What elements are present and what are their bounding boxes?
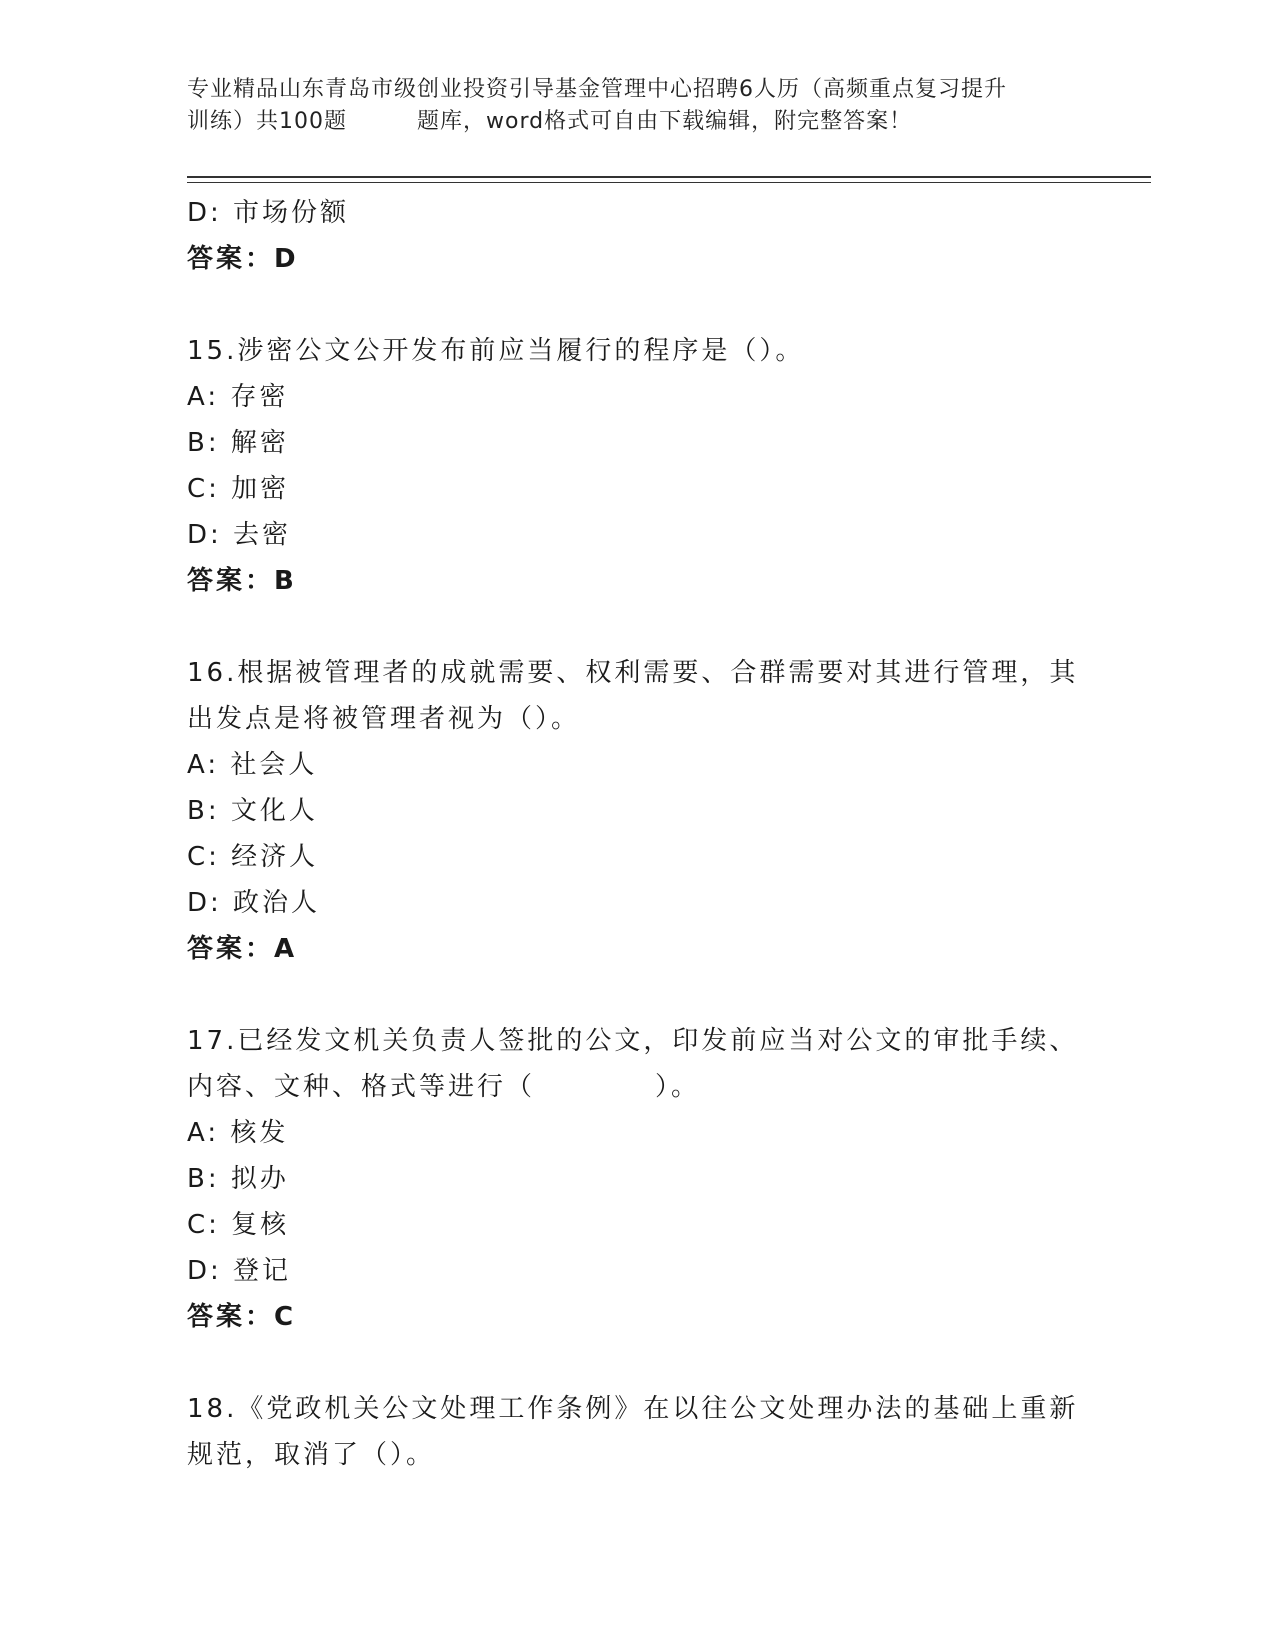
q16-option-c: C: 经济人 — [187, 842, 319, 872]
q15-option-b: B: 解密 — [187, 428, 289, 458]
q15-option-c: C: 加密 — [187, 474, 290, 504]
q18-stem-line-1: 18.《党政机关公文处理工作条例》在以往公文处理办法的基础上重新 — [187, 1394, 1079, 1424]
header-line-2-a: 训练）共100题 — [187, 109, 347, 134]
q16-option-d: D: 政治人 — [187, 888, 321, 918]
q16-stem-line-1: 16.根据被管理者的成就需要、权利需要、合群需要对其进行管理，其 — [187, 658, 1079, 688]
q18-stem-line-2: 规范，取消了（）。 — [187, 1440, 436, 1470]
q16-stem-line-2: 出发点是将被管理者视为（）。 — [187, 704, 581, 734]
header-line-1: 专业精品山东青岛市级创业投资引导基金管理中心招聘6人历（高频重点复习提升 — [187, 77, 1007, 102]
prev-answer: 答案：D — [187, 244, 299, 274]
q15-option-a: A: 存密 — [187, 382, 289, 412]
header-line-2-b: 题库，word格式可自由下载编辑，附完整答案！ — [417, 109, 913, 134]
q15-answer: 答案：B — [187, 566, 297, 596]
header-line-2 — [187, 106, 1087, 138]
question-content — [187, 190, 1087, 1478]
q15-option-d: D: 去密 — [187, 520, 292, 550]
header-divider-thick — [187, 176, 1151, 178]
page-header — [187, 74, 1087, 138]
q16-option-b: B: 文化人 — [187, 796, 318, 826]
q17-stem-line-2-b: ）。 — [655, 1072, 701, 1102]
q16-answer: 答案：A — [187, 934, 298, 964]
q17-option-d: D: 登记 — [187, 1256, 292, 1286]
q17-option-c: C: 复核 — [187, 1210, 290, 1240]
q17-stem-line-2 — [187, 1064, 1087, 1110]
q17-stem-line-1: 17.已经发文机关负责人签批的公文，印发前应当对公文的审批手续、 — [187, 1026, 1079, 1056]
q17-option-b: B: 拟办 — [187, 1164, 289, 1194]
q17-option-a: A: 核发 — [187, 1118, 289, 1148]
q17-stem-line-2-a: 内容、文种、格式等进行（ — [187, 1072, 536, 1102]
q15-stem: 15.涉密公文公开发布前应当履行的程序是（）。 — [187, 336, 805, 366]
header-divider-thin — [187, 182, 1151, 183]
q17-answer: 答案：C — [187, 1302, 297, 1332]
q16-option-a: A: 社会人 — [187, 750, 318, 780]
prev-option-d: D: 市场份额 — [187, 198, 350, 228]
